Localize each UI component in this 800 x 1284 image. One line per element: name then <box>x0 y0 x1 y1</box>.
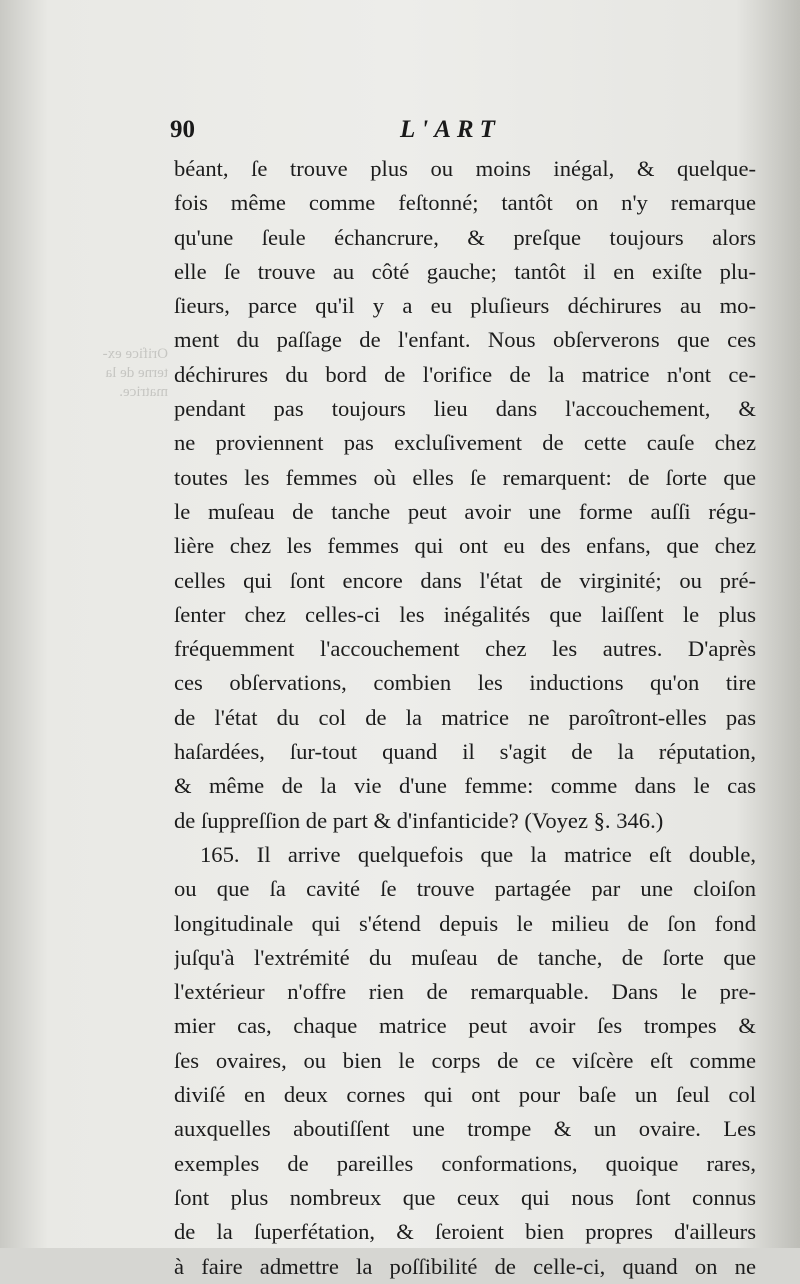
text-line: le muſeau de tanche peut avoir une forme auſſi régu- <box>174 498 756 524</box>
running-title: L'ART <box>400 116 501 143</box>
text-line: qu'une ſeule échancrure, & preſque toujours alors <box>174 224 756 250</box>
text-line: ſont plus nombreux que ceux qui nous ſont connus <box>174 1184 756 1210</box>
text-line: mier cas, chaque matrice peut avoir ſes trompes & <box>174 1013 756 1039</box>
text-line: auxquelles aboutiſſent une trompe & un ovaire. Les <box>174 1116 756 1142</box>
text-line: ſes ovaires, ou bien le corps de ce viſcère eſt comme <box>174 1047 756 1073</box>
text-line: à faire admettre la poſſibilité de celle-ci, quand on ne <box>174 1253 756 1279</box>
text-line: fois même comme feſtonné; tantôt on n'y remarque <box>174 190 756 216</box>
bleed-line: Orifice ex- <box>102 346 168 362</box>
text-line: longitudinale qui s'étend depuis le milieu de ſon fond <box>174 910 756 936</box>
text-line: l'extérieur n'offre rien de remarquable. Dans le pre- <box>174 979 756 1005</box>
text-line: ou que ſa cavité ſe trouve partagée par une cloiſon <box>174 876 756 902</box>
text-line: ſenter chez celles-ci les inégalités que laiſſent le plus <box>174 601 756 627</box>
margin-bleed-through <box>58 345 168 402</box>
page-header <box>170 112 755 148</box>
text-line: de ſuppreſſion de part & d'infanticide? (Voyez §. 346.) <box>174 807 664 833</box>
page-number: 90 <box>170 116 195 143</box>
text-line: ſieurs, parce qu'il y a eu pluſieurs déchirures au mo- <box>174 293 756 319</box>
text-line: haſardées, ſur-tout quand il s'agit de la réputation, <box>174 739 756 765</box>
text-line: ment du paſſage de l'enfant. Nous obſerverons que ces <box>174 327 756 353</box>
text-line: diviſé en deux cornes qui ont pour baſe un ſeul col <box>174 1082 756 1108</box>
text-line: juſqu'à l'extrémité du muſeau de tanche, de ſorte que <box>174 944 756 970</box>
body-text <box>174 152 756 1284</box>
text-line: pendant pas toujours lieu dans l'accouchement, & <box>174 396 756 422</box>
bleed-line: terne de la <box>105 365 168 381</box>
text-line: béant, ſe trouve plus ou moins inégal, & quelque- <box>174 156 756 181</box>
text-line: & même de la vie d'une femme: comme dans le cas <box>174 773 756 799</box>
text-line: déchirures du bord de l'orifice de la matrice n'ont ce- <box>174 361 756 387</box>
text-line: ces obſervations, combien les inductions qu'on tire <box>174 670 756 696</box>
text-line: ne proviennent pas excluſivement de cette cauſe chez <box>174 430 756 456</box>
text-line: celles qui ſont encore dans l'état de virginité; ou pré- <box>174 567 756 593</box>
text-line: lière chez les femmes qui ont eu des enfans, que chez <box>174 533 756 559</box>
text-line: de la ſuperfétation, & ſeroient bien propres d'ailleurs <box>174 1219 756 1245</box>
text-line: elle ſe trouve au côté gauche; tantôt il en exiſte plu- <box>174 258 756 284</box>
bleed-line: matrice. <box>119 384 168 400</box>
text-line: toutes les femmes où elles ſe remarquent: de ſorte que <box>174 464 756 490</box>
text-line: fréquemment l'accouchement chez les autres. D'après <box>174 636 756 662</box>
paragraph-start-line: 165. Il arrive quelquefois que la matrice eſt double, <box>200 841 756 867</box>
text-line: exemples de pareilles conformations, quoique rares, <box>174 1150 756 1176</box>
text-line: de l'état du col de la matrice ne paroîtront-elles pas <box>174 704 756 730</box>
